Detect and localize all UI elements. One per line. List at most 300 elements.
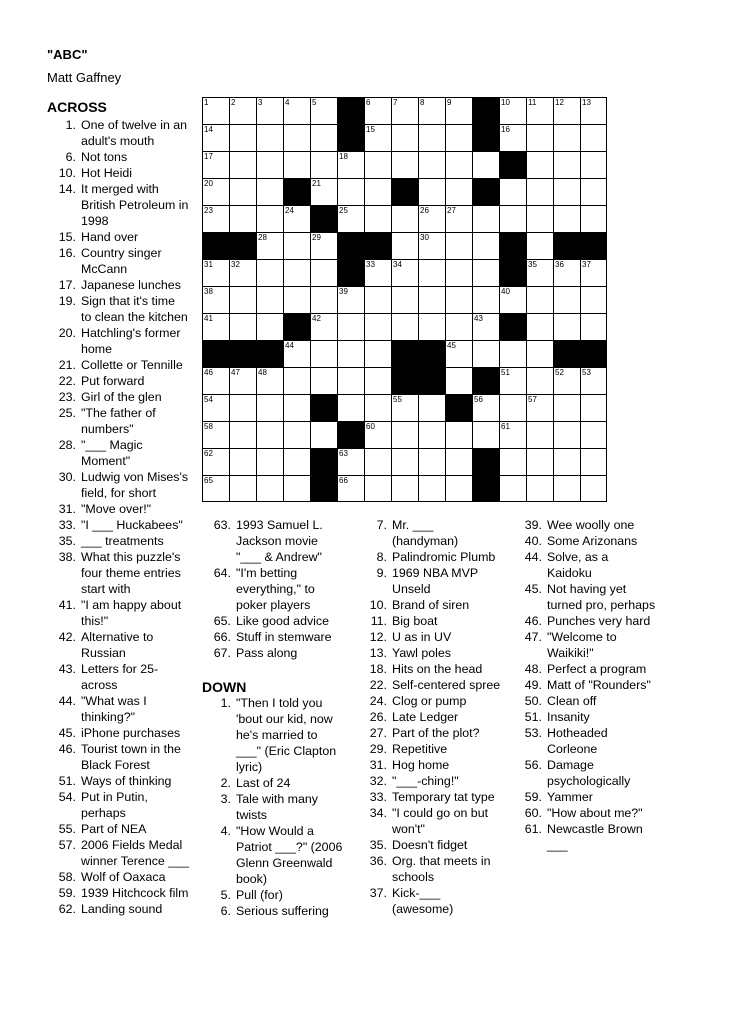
grid-block [472,367,499,394]
cell-number: 21 [312,179,321,188]
grid-cell[interactable] [391,421,418,448]
clue-number: 47. [524,630,542,644]
clue-number [202,855,236,871]
grid-cell[interactable] [364,205,391,232]
clue-number: 11. [370,614,387,628]
grid-cell[interactable] [580,394,607,421]
grid-cell[interactable] [256,475,283,502]
clue-number: 48. [524,662,542,676]
grid-cell[interactable] [499,475,526,502]
grid-cell[interactable] [580,178,607,205]
clue-text: "I could go on but [392,806,489,820]
grid-cell[interactable] [580,448,607,475]
grid-cell[interactable] [283,151,310,178]
clue-number: 15. [58,230,76,244]
clue-line [47,741,195,757]
grid-block [472,178,499,205]
grid-cell[interactable] [364,367,391,394]
grid-cell[interactable] [310,367,337,394]
grid-cell[interactable] [472,205,499,232]
grid-cell[interactable] [418,178,445,205]
grid-cell[interactable] [580,259,607,286]
grid-cell[interactable] [526,394,553,421]
grid-cell[interactable] [256,367,283,394]
grid-cell[interactable] [310,178,337,205]
clue-text: Ludwig von Mises's [81,470,189,484]
grid-cell[interactable] [391,313,418,340]
grid-cell[interactable] [283,124,310,151]
grid-cell[interactable] [256,178,283,205]
grid-cell[interactable] [364,394,391,421]
cell-number: 17 [204,152,213,161]
grid-cell[interactable] [283,205,310,232]
grid-cell[interactable] [418,394,445,421]
grid-cell[interactable] [229,124,256,151]
grid-cell[interactable] [418,475,445,502]
clue-line [358,725,514,741]
cell-number: 5 [312,98,317,107]
grid-cell[interactable] [445,259,472,286]
clue-line [202,887,358,903]
clue-number: 24. [369,694,387,708]
grid-cell[interactable] [553,151,580,178]
grid-cell[interactable] [202,178,229,205]
grid-cell[interactable] [391,124,418,151]
grid-block [283,178,310,205]
grid-cell[interactable] [256,313,283,340]
clue-number [358,581,392,597]
clue-line [513,757,663,773]
grid-cell[interactable] [202,448,229,475]
clue-text: won't" [392,822,425,836]
grid-cell[interactable] [526,367,553,394]
grid-cell[interactable] [202,367,229,394]
grid-cell[interactable] [499,340,526,367]
cell-number: 56 [474,395,483,404]
clue-number [202,807,236,823]
grid-cell[interactable] [310,151,337,178]
grid-cell[interactable] [445,286,472,313]
grid-cell[interactable] [499,124,526,151]
clue-text: Big boat [392,614,438,628]
grid-block [391,340,418,367]
clue-line [358,613,514,629]
grid-cell[interactable] [391,151,418,178]
grid-cell[interactable] [526,97,553,124]
grid-cell[interactable] [283,367,310,394]
grid-cell[interactable] [418,259,445,286]
grid-cell[interactable] [229,178,256,205]
grid-cell[interactable] [310,124,337,151]
clue-number: 35. [369,838,387,852]
grid-cell[interactable] [283,232,310,259]
grid-cell[interactable] [364,97,391,124]
grid-cell[interactable] [364,124,391,151]
grid-cell[interactable] [364,178,391,205]
cell-number: 61 [501,422,510,431]
clue-line [202,645,358,661]
crossword-grid[interactable] [202,97,607,502]
grid-cell[interactable] [391,394,418,421]
grid-cell[interactable] [202,313,229,340]
grid-cell[interactable] [445,475,472,502]
grid-cell[interactable] [337,475,364,502]
grid-cell[interactable] [445,97,472,124]
grid-cell[interactable] [418,124,445,151]
grid-cell[interactable] [364,448,391,475]
grid-cell[interactable] [553,124,580,151]
grid-cell[interactable] [418,232,445,259]
clue-text: Late Ledger [392,710,459,724]
clue-number [47,485,81,501]
grid-cell[interactable] [526,448,553,475]
grid-cell[interactable] [337,151,364,178]
grid-cell[interactable] [472,394,499,421]
grid-cell[interactable] [418,286,445,313]
grid-cell[interactable] [499,97,526,124]
cell-number: 38 [204,287,213,296]
grid-cell[interactable] [553,313,580,340]
cell-number: 60 [366,422,375,431]
clue-number: 19. [58,294,76,308]
grid-cell[interactable] [202,394,229,421]
grid-cell[interactable] [472,286,499,313]
clue-text: Corleone [547,742,598,756]
clue-text: Letters for 25- [81,662,159,676]
clue-text: 'bout our kid, now [236,712,333,726]
cell-number: 66 [339,476,348,485]
clue-number [47,805,81,821]
grid-block [445,394,472,421]
clue-text: Stuff in stemware [236,630,332,644]
grid-cell[interactable] [499,286,526,313]
grid-cell[interactable] [499,205,526,232]
grid-cell[interactable] [472,151,499,178]
grid-cell[interactable] [580,421,607,448]
grid-cell[interactable] [283,97,310,124]
grid-cell[interactable] [418,421,445,448]
grid-cell[interactable] [499,367,526,394]
grid-cell[interactable] [499,448,526,475]
grid-cell[interactable] [472,421,499,448]
clue-number: 6. [220,904,231,918]
grid-cell[interactable] [553,421,580,448]
grid-cell[interactable] [553,367,580,394]
clue-line [47,549,195,565]
clue-line [47,517,195,533]
cell-number: 35 [528,260,537,269]
grid-block [364,232,391,259]
grid-cell[interactable] [310,232,337,259]
grid-cell[interactable] [445,313,472,340]
grid-cell[interactable] [391,448,418,475]
clue-text: ___" (Eric Clapton [236,744,337,758]
clue-number: 50. [524,694,542,708]
clue-number: 4. [220,824,231,838]
clue-number: 25. [58,406,76,420]
grid-cell[interactable] [580,151,607,178]
grid-cell[interactable] [229,259,256,286]
clue-number: 7. [376,518,387,532]
clue-number: 29. [369,742,387,756]
grid-cell[interactable] [553,97,580,124]
grid-cell[interactable] [256,232,283,259]
clue-line [47,181,195,197]
grid-cell[interactable] [229,286,256,313]
grid-cell[interactable] [391,286,418,313]
grid-cell[interactable] [391,475,418,502]
grid-cell[interactable] [364,475,391,502]
grid-cell[interactable] [283,340,310,367]
clue-number: 53. [524,726,542,740]
clue-text: Not having yet [547,582,627,596]
clue-line [47,693,195,709]
grid-cell[interactable] [391,232,418,259]
grid-cell[interactable] [229,205,256,232]
clue-text: Put forward [81,374,145,388]
grid-cell[interactable] [283,421,310,448]
grid-cell[interactable] [580,313,607,340]
clue-number [513,645,547,661]
across-heading: ACROSS [47,99,107,115]
grid-cell[interactable] [445,367,472,394]
clue-line [513,597,663,613]
grid-cell[interactable] [256,259,283,286]
cell-number: 45 [447,341,456,350]
clue-line [358,837,514,853]
clue-text: Russian [81,646,126,660]
grid-cell[interactable] [337,286,364,313]
grid-cell[interactable] [445,421,472,448]
clue-number: 44. [524,550,542,564]
grid-cell[interactable] [310,313,337,340]
clue-number: 65. [213,614,231,628]
grid-cell[interactable] [202,151,229,178]
grid-cell[interactable] [256,205,283,232]
grid-cell[interactable] [499,394,526,421]
clue-text: book) [236,872,267,886]
grid-cell[interactable] [526,232,553,259]
clue-text: Org. that meets in [392,854,491,868]
clue-number: 22. [58,374,76,388]
grid-cell[interactable] [202,97,229,124]
grid-cell[interactable] [256,151,283,178]
grid-cell[interactable] [283,286,310,313]
grid-cell[interactable] [553,475,580,502]
grid-cell[interactable] [526,475,553,502]
grid-cell[interactable] [526,286,553,313]
grid-cell[interactable] [364,151,391,178]
grid-cell[interactable] [526,259,553,286]
grid-cell[interactable] [472,232,499,259]
grid-cell[interactable] [526,313,553,340]
grid-cell[interactable] [580,367,607,394]
grid-cell[interactable] [499,421,526,448]
grid-cell[interactable] [229,475,256,502]
cell-number: 65 [204,476,213,485]
grid-cell[interactable] [310,340,337,367]
grid-cell[interactable] [283,259,310,286]
grid-cell[interactable] [553,394,580,421]
grid-cell[interactable] [499,178,526,205]
grid-cell[interactable] [445,448,472,475]
grid-cell[interactable] [445,124,472,151]
grid-cell[interactable] [283,394,310,421]
clue-number [47,421,81,437]
puzzle-title: "ABC" [47,47,88,62]
grid-cell[interactable] [364,286,391,313]
grid-cell[interactable] [553,178,580,205]
grid-cell[interactable] [364,259,391,286]
clue-line [47,277,195,293]
clue-number [358,821,392,837]
cell-number: 32 [231,260,240,269]
grid-cell[interactable] [202,124,229,151]
grid-cell[interactable] [418,448,445,475]
grid-cell[interactable] [445,151,472,178]
grid-cell[interactable] [256,124,283,151]
grid-cell[interactable] [229,394,256,421]
grid-cell[interactable] [364,340,391,367]
clue-text: "___ & Andrew" [236,550,322,564]
grid-cell[interactable] [229,448,256,475]
down-clues-column-1 [202,695,358,919]
clue-number [47,757,81,773]
grid-cell[interactable] [202,475,229,502]
grid-cell[interactable] [418,151,445,178]
cell-number: 26 [420,206,429,215]
grid-cell[interactable] [256,394,283,421]
grid-cell[interactable] [364,313,391,340]
grid-cell[interactable] [310,97,337,124]
grid-cell[interactable] [553,259,580,286]
clue-number: 66. [213,630,231,644]
grid-cell[interactable] [526,421,553,448]
grid-cell[interactable] [580,124,607,151]
clue-text: Palindromic Plumb [392,550,496,564]
clue-line [358,565,514,581]
grid-cell[interactable] [472,340,499,367]
grid-cell[interactable] [229,367,256,394]
clue-text: field, for short [81,486,157,500]
grid-cell[interactable] [418,97,445,124]
clue-text: (handyman) [392,534,459,548]
clue-line [358,805,514,821]
grid-cell[interactable] [445,340,472,367]
clue-line [358,629,514,645]
grid-cell[interactable] [229,313,256,340]
grid-cell[interactable] [202,259,229,286]
grid-cell[interactable] [283,448,310,475]
grid-cell[interactable] [472,313,499,340]
grid-cell[interactable] [256,421,283,448]
clue-number [47,565,81,581]
clue-line [47,901,195,917]
grid-cell[interactable] [526,124,553,151]
cell-number: 33 [366,260,375,269]
grid-cell[interactable] [445,178,472,205]
grid-cell[interactable] [418,205,445,232]
grid-block [229,232,256,259]
clue-line [202,581,358,597]
grid-cell[interactable] [310,259,337,286]
grid-cell[interactable] [337,205,364,232]
grid-cell[interactable] [337,178,364,205]
grid-block [391,367,418,394]
grid-cell[interactable] [391,97,418,124]
grid-cell[interactable] [526,151,553,178]
clue-number: 18. [369,662,387,676]
clue-line [47,565,195,581]
grid-cell[interactable] [391,205,418,232]
grid-cell[interactable] [310,421,337,448]
grid-cell[interactable] [580,205,607,232]
grid-cell[interactable] [391,259,418,286]
grid-cell[interactable] [580,97,607,124]
grid-cell[interactable] [553,448,580,475]
grid-cell[interactable] [202,421,229,448]
grid-cell[interactable] [202,286,229,313]
clue-line [202,695,358,711]
clue-number: 57. [58,838,76,852]
clue-number [47,581,81,597]
grid-cell[interactable] [472,259,499,286]
grid-cell[interactable] [337,448,364,475]
grid-cell[interactable] [337,394,364,421]
clue-line [47,485,195,501]
grid-cell[interactable] [526,205,553,232]
clue-number: 38. [58,550,76,564]
clue-line [358,901,514,917]
grid-cell[interactable] [310,286,337,313]
grid-cell[interactable] [337,313,364,340]
clue-line [513,645,663,661]
grid-cell[interactable] [256,97,283,124]
grid-cell[interactable] [445,205,472,232]
grid-cell[interactable] [553,286,580,313]
clue-line [358,885,514,901]
clue-number: 54. [58,790,76,804]
grid-cell[interactable] [337,367,364,394]
grid-cell[interactable] [229,97,256,124]
grid-cell[interactable] [229,421,256,448]
grid-cell[interactable] [202,205,229,232]
cell-number: 18 [339,152,348,161]
grid-cell[interactable] [256,286,283,313]
grid-cell[interactable] [418,313,445,340]
grid-cell[interactable] [229,151,256,178]
clue-line [47,245,195,261]
grid-cell[interactable] [256,448,283,475]
grid-cell[interactable] [526,340,553,367]
grid-cell[interactable] [553,205,580,232]
grid-cell[interactable] [337,340,364,367]
grid-cell[interactable] [526,178,553,205]
grid-cell[interactable] [580,286,607,313]
cell-number: 36 [555,260,564,269]
clue-number: 3. [220,792,231,806]
grid-cell[interactable] [364,421,391,448]
cell-number: 16 [501,125,510,134]
grid-cell[interactable] [580,475,607,502]
clue-number: 45. [524,582,542,596]
grid-block [229,340,256,367]
clue-text: Solve, as a [547,550,609,564]
clue-line [513,533,663,549]
clue-line [202,517,358,533]
grid-cell[interactable] [283,475,310,502]
grid-cell[interactable] [445,232,472,259]
